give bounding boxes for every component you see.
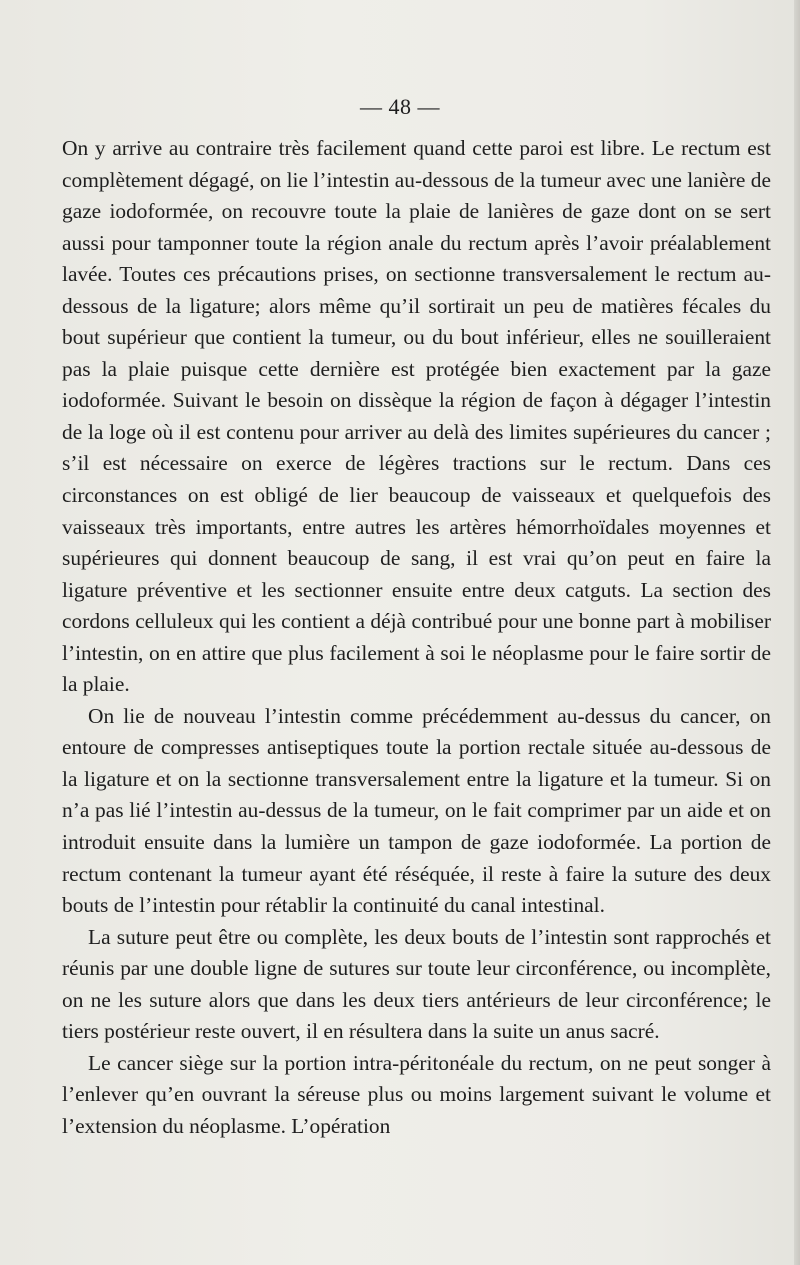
paragraph-2: On lie de nouveau l’intestin comme précédemment au-dessus du cancer, on entoure de compresses antiseptiques toute la portion rectale située au-dessous de la ligature et on la sectionne transversalement entre la ligature et la tumeur. Si on n’a pas lié l’intestin au-dessus de la tumeur, on le fait comprimer par un aide et on introduit ensuite dans la lumière un tampon de gaze iodoformée. La portion de rectum contenant la tumeur ayant été réséquée, il reste à faire la suture des deux bouts de l’intestin pour rétablir la continuité du canal intestinal. [62,703,771,918]
body-text [62,133,771,1143]
paragraph-4: Le cancer siège sur la portion intra-péritonéale du rectum, on ne peut songer à l’enlever qu’en ouvrant la séreuse plus ou moins largement suivant le volume et l’extension du néoplasme. L’opération [62,1050,771,1138]
page-edge-shadow [794,0,800,1265]
paragraph-3: La suture peut être ou complète, les deux bouts de l’intestin sont rapprochés et réunis par une double ligne de sutures sur toute leur circonférence, ou incomplète, on ne les suture alors que dans les deux tiers antérieurs de leur circonférence; le tiers postérieur reste ouvert, il en résultera dans la suite un anus sacré. [62,924,771,1044]
paragraph-1: On y arrive au contraire très facilement quand cette paroi est libre. Le rectum est complètement dégagé, on lie l’intestin au-dessous de la tumeur avec une lanière de gaze iodoformée, on recouvre toute la plaie de lanières de gaze dont on se sert aussi pour tamponner toute la région anale du rectum après l’avoir préalablement lavée. Toutes ces précautions prises, on sectionne transversalement le rectum au-dessous de la ligature; alors même qu’il sortirait un peu de matières fécales du bout supérieur que contient la tumeur, ou du bout inférieur, elles ne souilleraient pas la plaie puisque cette dernière est protégée bien exactement par la gaze iodoformée. Suivant le besoin on dissèque la région de façon à dégager l’intestin de la loge où il est contenu pour arriver au delà des limites supérieures du cancer ; s’il est nécessaire on exerce de légères tractions sur le rectum. Dans ces circonstances on est obligé de lier beaucoup de vaisseaux et quelquefois des vaisseaux très importants, entre autres les artères hémorrhoïdales moyennes et supérieures qui donnent beaucoup de sang, il est vrai qu’on peut en faire la ligature préventive et les sectionner ensuite entre deux catguts. La section des cordons celluleux qui les contient a déjà contribué pour une bonne part à mobiliser l’intestin, on en attire que plus facilement à soi le néoplasme pour le faire sortir de la plaie. [62,136,771,697]
page-number: — 48 — [360,94,440,119]
